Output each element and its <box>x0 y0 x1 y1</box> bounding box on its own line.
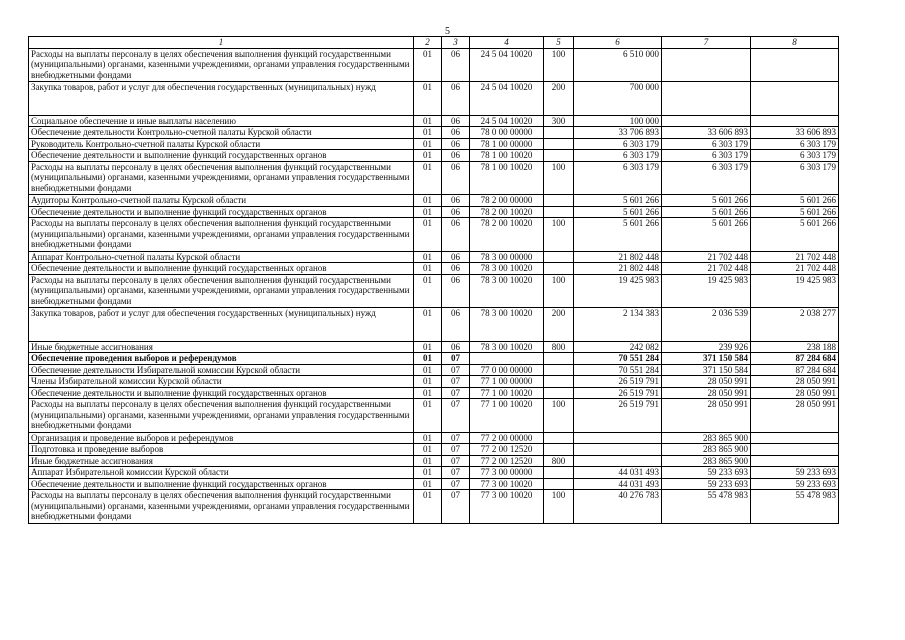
amount-col-8-cell <box>751 444 839 456</box>
table-row <box>29 353 839 365</box>
table-header-row <box>29 37 839 49</box>
row-name-cell: Расходы на выплаты персоналу в целях обеспечения выполнения функций государственными (муниципальными) органами, казенными учреждениями, органами управления государственными внебюджетными фондами <box>29 490 414 524</box>
section-code-cell: 01 <box>414 364 442 376</box>
amount-col-8-cell: 33 606 893 <box>751 127 839 139</box>
subsection-code-cell: 06 <box>442 251 470 263</box>
amount-col-6-cell: 100 000 <box>574 115 662 127</box>
row-name-cell: Обеспечение проведения выборов и референдумов <box>29 353 414 365</box>
expense-type-cell <box>544 444 574 456</box>
amount-col-6-cell: 6 303 179 <box>574 138 662 150</box>
expense-type-cell <box>544 206 574 218</box>
header-col-1: 1 <box>29 37 414 49</box>
header-col-3: 3 <box>442 37 470 49</box>
expense-type-cell <box>544 467 574 479</box>
table-row <box>29 399 839 433</box>
section-code-cell: 01 <box>414 455 442 467</box>
section-code-cell: 01 <box>414 138 442 150</box>
amount-col-7-cell: 283 865 900 <box>662 444 751 456</box>
subsection-code-cell: 07 <box>442 467 470 479</box>
amount-col-6-cell: 700 000 <box>574 82 662 116</box>
target-article-cell: 77 1 00 10020 <box>470 399 544 433</box>
table-row <box>29 263 839 275</box>
amount-col-7-cell <box>662 115 751 127</box>
subsection-code-cell: 06 <box>442 138 470 150</box>
section-code-cell: 01 <box>414 263 442 275</box>
amount-col-7-cell: 6 303 179 <box>662 138 751 150</box>
table-row <box>29 467 839 479</box>
subsection-code-cell: 06 <box>442 308 470 342</box>
section-code-cell: 01 <box>414 308 442 342</box>
section-code-cell: 01 <box>414 251 442 263</box>
row-name-cell: Обеспечение деятельности Контрольно-счетной палаты Курской области <box>29 127 414 139</box>
amount-col-7-cell: 59 233 693 <box>662 467 751 479</box>
target-article-cell: 78 3 00 00000 <box>470 251 544 263</box>
amount-col-6-cell: 44 031 493 <box>574 478 662 490</box>
amount-col-7-cell: 6 303 179 <box>662 150 751 162</box>
target-article-cell: 24 5 04 10020 <box>470 82 544 116</box>
row-name-cell: Члены Избирательной комиссии Курской области <box>29 376 414 388</box>
amount-col-6-cell: 5 601 266 <box>574 206 662 218</box>
subsection-code-cell: 06 <box>442 218 470 252</box>
subsection-code-cell: 07 <box>442 353 470 365</box>
target-article-cell: 78 1 00 00000 <box>470 138 544 150</box>
amount-col-7-cell: 21 702 448 <box>662 251 751 263</box>
subsection-code-cell: 07 <box>442 387 470 399</box>
table-row <box>29 376 839 388</box>
table-row <box>29 455 839 467</box>
target-article-cell: 78 1 00 10020 <box>470 161 544 195</box>
subsection-code-cell: 07 <box>442 376 470 388</box>
table-row <box>29 218 839 252</box>
table-row <box>29 478 839 490</box>
section-code-cell: 01 <box>414 206 442 218</box>
expense-type-cell <box>544 387 574 399</box>
target-article-cell: 78 3 00 10020 <box>470 274 544 308</box>
target-article-cell: 77 0 00 00000 <box>470 364 544 376</box>
amount-col-7-cell: 371 150 584 <box>662 364 751 376</box>
amount-col-6-cell <box>574 455 662 467</box>
table-row <box>29 161 839 195</box>
amount-col-8-cell <box>751 115 839 127</box>
subsection-code-cell: 06 <box>442 82 470 116</box>
amount-col-8-cell: 238 188 <box>751 341 839 353</box>
section-code-cell: 01 <box>414 432 442 444</box>
table-row <box>29 341 839 353</box>
subsection-code-cell: 06 <box>442 115 470 127</box>
expense-type-cell: 100 <box>544 490 574 524</box>
table-row <box>29 127 839 139</box>
section-code-cell: 01 <box>414 274 442 308</box>
row-name-cell: Закупка товаров, работ и услуг для обеспечения государственных (муниципальных) нужд <box>29 82 414 116</box>
section-code-cell: 01 <box>414 82 442 116</box>
amount-col-7-cell: 5 601 266 <box>662 195 751 207</box>
amount-col-6-cell: 5 601 266 <box>574 218 662 252</box>
amount-col-8-cell: 5 601 266 <box>751 195 839 207</box>
header-col-5: 5 <box>544 37 574 49</box>
subsection-code-cell: 06 <box>442 274 470 308</box>
section-code-cell: 01 <box>414 399 442 433</box>
header-col-4: 4 <box>470 37 544 49</box>
subsection-code-cell: 07 <box>442 399 470 433</box>
table-row <box>29 490 839 524</box>
expense-type-cell: 100 <box>544 399 574 433</box>
row-name-cell: Подготовка и проведение выборов <box>29 444 414 456</box>
target-article-cell: 78 2 00 10020 <box>470 218 544 252</box>
expense-type-cell <box>544 478 574 490</box>
table-row <box>29 444 839 456</box>
amount-col-7-cell: 59 233 693 <box>662 478 751 490</box>
amount-col-7-cell: 239 926 <box>662 341 751 353</box>
expense-type-cell <box>544 432 574 444</box>
row-name-cell: Расходы на выплаты персоналу в целях обеспечения выполнения функций государственными (муниципальными) органами, казенными учреждениями, органами управления государственными внебюджетными фондами <box>29 218 414 252</box>
amount-col-7-cell: 19 425 983 <box>662 274 751 308</box>
amount-col-8-cell: 6 303 179 <box>751 161 839 195</box>
subsection-code-cell: 07 <box>442 364 470 376</box>
expense-type-cell: 800 <box>544 341 574 353</box>
target-article-cell: 24 5 04 10020 <box>470 48 544 82</box>
amount-col-7-cell: 5 601 266 <box>662 206 751 218</box>
table-row <box>29 251 839 263</box>
table-row <box>29 387 839 399</box>
row-name-cell: Аппарат Контрольно-счетной палаты Курской области <box>29 251 414 263</box>
amount-col-8-cell <box>751 432 839 444</box>
section-code-cell: 01 <box>414 115 442 127</box>
table-row <box>29 206 839 218</box>
amount-col-6-cell <box>574 432 662 444</box>
amount-col-6-cell: 26 519 791 <box>574 387 662 399</box>
table-row <box>29 364 839 376</box>
row-name-cell: Организация и проведение выборов и референдумов <box>29 432 414 444</box>
amount-col-6-cell: 6 303 179 <box>574 150 662 162</box>
subsection-code-cell: 07 <box>442 490 470 524</box>
section-code-cell: 01 <box>414 387 442 399</box>
section-code-cell: 01 <box>414 161 442 195</box>
subsection-code-cell: 07 <box>442 455 470 467</box>
amount-col-8-cell <box>751 82 839 116</box>
expense-type-cell <box>544 364 574 376</box>
amount-col-6-cell: 70 551 284 <box>574 364 662 376</box>
expense-type-cell: 100 <box>544 218 574 252</box>
expense-type-cell: 800 <box>544 455 574 467</box>
amount-col-8-cell <box>751 455 839 467</box>
expense-type-cell <box>544 263 574 275</box>
row-name-cell: Иные бюджетные ассигнования <box>29 341 414 353</box>
amount-col-8-cell: 2 038 277 <box>751 308 839 342</box>
target-article-cell: 77 2 00 12520 <box>470 455 544 467</box>
amount-col-7-cell: 28 050 991 <box>662 387 751 399</box>
row-name-cell: Расходы на выплаты персоналу в целях обеспечения выполнения функций государственными (муниципальными) органами, казенными учреждениями, органами управления государственными внебюджетными фондами <box>29 48 414 82</box>
amount-col-7-cell: 33 606 893 <box>662 127 751 139</box>
expense-type-cell <box>544 195 574 207</box>
expense-type-cell <box>544 353 574 365</box>
target-article-cell: 78 1 00 10020 <box>470 150 544 162</box>
amount-col-7-cell <box>662 82 751 116</box>
subsection-code-cell: 06 <box>442 206 470 218</box>
row-name-cell: Обеспечение деятельности и выполнение функций государственных органов <box>29 478 414 490</box>
subsection-code-cell: 06 <box>442 263 470 275</box>
target-article-cell: 78 2 00 10020 <box>470 206 544 218</box>
section-code-cell: 01 <box>414 150 442 162</box>
amount-col-7-cell: 6 303 179 <box>662 161 751 195</box>
section-code-cell: 01 <box>414 490 442 524</box>
target-article-cell: 77 2 00 12520 <box>470 444 544 456</box>
amount-col-8-cell: 28 050 991 <box>751 387 839 399</box>
section-code-cell: 01 <box>414 478 442 490</box>
section-code-cell: 01 <box>414 218 442 252</box>
subsection-code-cell: 06 <box>442 341 470 353</box>
amount-col-8-cell: 55 478 983 <box>751 490 839 524</box>
row-name-cell: Расходы на выплаты персоналу в целях обеспечения выполнения функций государственными (муниципальными) органами, казенными учреждениями, органами управления государственными внебюджетными фондами <box>29 399 414 433</box>
section-code-cell: 01 <box>414 127 442 139</box>
amount-col-8-cell: 19 425 983 <box>751 274 839 308</box>
target-article-cell: 77 3 00 00000 <box>470 467 544 479</box>
target-article-cell: 77 3 00 10020 <box>470 490 544 524</box>
target-article-cell: 78 3 00 10020 <box>470 263 544 275</box>
subsection-code-cell: 06 <box>442 127 470 139</box>
amount-col-6-cell: 21 802 448 <box>574 251 662 263</box>
header-col-2: 2 <box>414 37 442 49</box>
row-name-cell: Социальное обеспечение и иные выплаты населению <box>29 115 414 127</box>
target-article-cell: 77 1 00 00000 <box>470 376 544 388</box>
section-code-cell: 01 <box>414 444 442 456</box>
table-row <box>29 195 839 207</box>
amount-col-8-cell: 6 303 179 <box>751 150 839 162</box>
amount-col-6-cell: 19 425 983 <box>574 274 662 308</box>
amount-col-6-cell: 44 031 493 <box>574 467 662 479</box>
amount-col-7-cell: 28 050 991 <box>662 376 751 388</box>
row-name-cell: Расходы на выплаты персоналу в целях обеспечения выполнения функций государственными (муниципальными) органами, казенными учреждениями, органами управления государственными внебюджетными фондами <box>29 161 414 195</box>
subsection-code-cell: 06 <box>442 195 470 207</box>
row-name-cell: Обеспечение деятельности и выполнение функций государственных органов <box>29 263 414 275</box>
expense-type-cell <box>544 127 574 139</box>
row-name-cell: Руководитель Контрольно-счетной палаты Курской области <box>29 138 414 150</box>
subsection-code-cell: 07 <box>442 444 470 456</box>
section-code-cell: 01 <box>414 48 442 82</box>
row-name-cell: Обеспечение деятельности и выполнение функций государственных органов <box>29 387 414 399</box>
amount-col-8-cell: 6 303 179 <box>751 138 839 150</box>
table-row <box>29 138 839 150</box>
amount-col-6-cell: 26 519 791 <box>574 376 662 388</box>
expense-type-cell: 200 <box>544 82 574 116</box>
amount-col-7-cell: 2 036 539 <box>662 308 751 342</box>
section-code-cell: 01 <box>414 376 442 388</box>
row-name-cell: Закупка товаров, работ и услуг для обеспечения государственных (муниципальных) нужд <box>29 308 414 342</box>
expense-type-cell: 300 <box>544 115 574 127</box>
target-article-cell: 78 2 00 00000 <box>470 195 544 207</box>
table-row <box>29 82 839 116</box>
amount-col-6-cell: 6 510 000 <box>574 48 662 82</box>
subsection-code-cell: 07 <box>442 432 470 444</box>
page-number: 5 <box>445 26 450 37</box>
amount-col-6-cell: 6 303 179 <box>574 161 662 195</box>
amount-col-6-cell: 242 082 <box>574 341 662 353</box>
amount-col-6-cell: 2 134 383 <box>574 308 662 342</box>
amount-col-8-cell: 59 233 693 <box>751 467 839 479</box>
expense-type-cell <box>544 376 574 388</box>
subsection-code-cell: 06 <box>442 48 470 82</box>
amount-col-7-cell: 283 865 900 <box>662 432 751 444</box>
amount-col-8-cell: 87 284 684 <box>751 353 839 365</box>
target-article-cell: 77 1 00 10020 <box>470 387 544 399</box>
amount-col-8-cell: 28 050 991 <box>751 376 839 388</box>
amount-col-7-cell: 21 702 448 <box>662 263 751 275</box>
row-name-cell: Аппарат Избирательной комиссии Курской области <box>29 467 414 479</box>
amount-col-7-cell <box>662 48 751 82</box>
section-code-cell: 01 <box>414 353 442 365</box>
amount-col-8-cell: 21 702 448 <box>751 263 839 275</box>
expense-type-cell <box>544 150 574 162</box>
amount-col-8-cell: 87 284 684 <box>751 364 839 376</box>
target-article-cell <box>470 353 544 365</box>
amount-col-7-cell: 371 150 584 <box>662 353 751 365</box>
target-article-cell: 78 3 00 10020 <box>470 341 544 353</box>
target-article-cell: 78 0 00 00000 <box>470 127 544 139</box>
amount-col-8-cell <box>751 48 839 82</box>
amount-col-8-cell: 5 601 266 <box>751 218 839 252</box>
amount-col-6-cell: 5 601 266 <box>574 195 662 207</box>
subsection-code-cell: 07 <box>442 478 470 490</box>
header-col-7: 7 <box>662 37 751 49</box>
amount-col-6-cell <box>574 444 662 456</box>
expense-type-cell: 100 <box>544 274 574 308</box>
row-name-cell: Обеспечение деятельности и выполнение функций государственных органов <box>29 150 414 162</box>
section-code-cell: 01 <box>414 341 442 353</box>
row-name-cell: Обеспечение деятельности и выполнение функций государственных органов <box>29 206 414 218</box>
budget-table <box>28 36 839 524</box>
header-col-6: 6 <box>574 37 662 49</box>
amount-col-7-cell: 55 478 983 <box>662 490 751 524</box>
expense-type-cell: 200 <box>544 308 574 342</box>
row-name-cell: Расходы на выплаты персоналу в целях обеспечения выполнения функций государственными (муниципальными) органами, казенными учреждениями, органами управления государственными внебюджетными фондами <box>29 274 414 308</box>
row-name-cell: Обеспечение деятельности Избирательной комиссии Курской области <box>29 364 414 376</box>
table-row <box>29 432 839 444</box>
amount-col-8-cell: 28 050 991 <box>751 399 839 433</box>
subsection-code-cell: 06 <box>442 150 470 162</box>
subsection-code-cell: 06 <box>442 161 470 195</box>
amount-col-6-cell: 33 706 893 <box>574 127 662 139</box>
amount-col-7-cell: 28 050 991 <box>662 399 751 433</box>
expense-type-cell <box>544 251 574 263</box>
table-body <box>29 48 839 523</box>
amount-col-6-cell: 70 551 284 <box>574 353 662 365</box>
table-row <box>29 115 839 127</box>
amount-col-6-cell: 40 276 783 <box>574 490 662 524</box>
amount-col-7-cell: 5 601 266 <box>662 218 751 252</box>
target-article-cell: 24 5 04 10020 <box>470 115 544 127</box>
expense-type-cell: 100 <box>544 48 574 82</box>
section-code-cell: 01 <box>414 467 442 479</box>
table-row <box>29 48 839 82</box>
amount-col-8-cell: 5 601 266 <box>751 206 839 218</box>
row-name-cell: Иные бюджетные ассигнования <box>29 455 414 467</box>
amount-col-6-cell: 21 802 448 <box>574 263 662 275</box>
table-row <box>29 150 839 162</box>
table-row <box>29 274 839 308</box>
amount-col-8-cell: 59 233 693 <box>751 478 839 490</box>
amount-col-7-cell: 283 865 900 <box>662 455 751 467</box>
target-article-cell: 78 3 00 10020 <box>470 308 544 342</box>
row-name-cell: Аудиторы Контрольно-счетной палаты Курской области <box>29 195 414 207</box>
expense-type-cell <box>544 138 574 150</box>
section-code-cell: 01 <box>414 195 442 207</box>
amount-col-8-cell: 21 702 448 <box>751 251 839 263</box>
table-row <box>29 308 839 342</box>
expense-type-cell: 100 <box>544 161 574 195</box>
amount-col-6-cell: 26 519 791 <box>574 399 662 433</box>
target-article-cell: 77 3 00 10020 <box>470 478 544 490</box>
target-article-cell: 77 2 00 00000 <box>470 432 544 444</box>
header-col-8: 8 <box>751 37 839 49</box>
